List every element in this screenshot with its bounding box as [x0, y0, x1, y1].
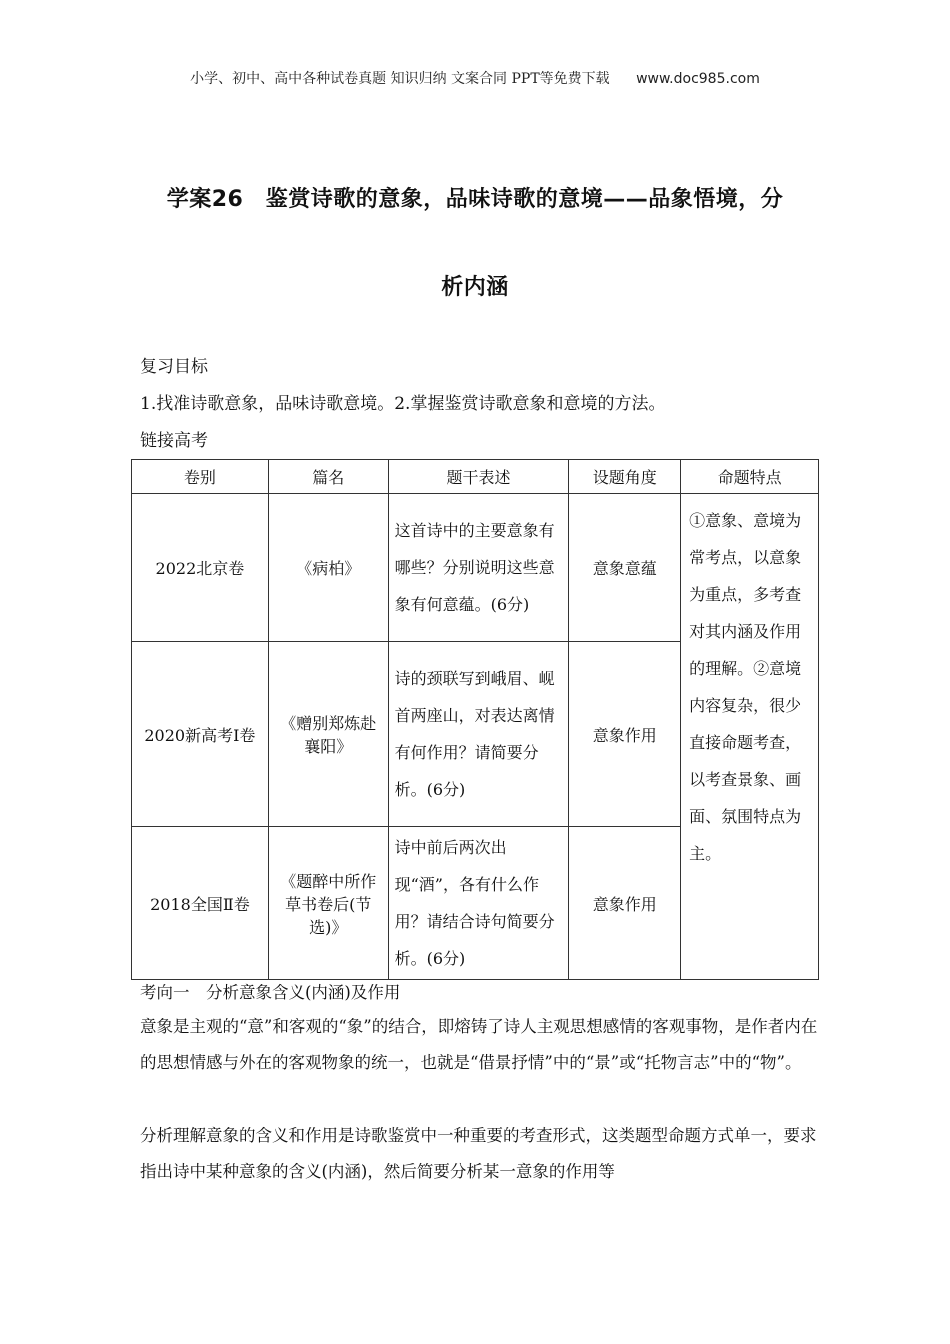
- review-goals: 1.找准诗歌意象，品味诗歌意境。2.掌握鉴赏诗歌意象和意境的方法。: [140, 394, 666, 414]
- cell-stem: 这首诗中的主要意象有哪些？分别说明这些意象有何意蕴。(6分): [388, 494, 569, 642]
- table-row: [132, 494, 819, 642]
- col-header: 题干表述: [388, 460, 569, 494]
- cell-paper: 2018全国Ⅱ卷: [132, 827, 269, 980]
- cell-angle: 意象作用: [569, 827, 681, 980]
- cell-angle: 意象意蕴: [569, 494, 681, 642]
- title-line-2: 析内涵: [441, 275, 509, 300]
- col-header: 设题角度: [569, 460, 681, 494]
- cell-poem: 《题醉中所作草书卷后(节选)》: [268, 827, 388, 980]
- cell-stem: 诗中前后两次出现“酒”，各有什么作用？请结合诗句简要分析。(6分): [388, 827, 569, 980]
- exam-table: [131, 459, 819, 980]
- col-header: 命题特点: [681, 460, 819, 494]
- cell-stem: 诗的颈联写到峨眉、岘首两座山，对表达离情有何作用？请简要分析。(6分): [388, 642, 569, 827]
- cell-features: ①意象、意境为常考点，以意象为重点，多考查对其内涵及作用的理解。②意境内容复杂，很少直接命题考查，以考查景象、画面、氛围特点为主。: [681, 494, 819, 980]
- section-heading: 考向一 分析意象含义(内涵)及作用: [140, 983, 401, 1002]
- header-text: 小学、初中、高中各种试卷真题 知识归纳 文案合同 PPT等免费下载: [190, 71, 610, 87]
- section-paragraph-1: 意象是主观的“意”和客观的“象”的结合，即熔铸了诗人主观思想感情的客观事物，是作者内在的思想情感与外在的客观物象的统一，也就是“借景抒情”中的“景”或“托物言志”中的“物”。: [140, 1017, 818, 1072]
- link-heading: 链接高考: [140, 431, 208, 451]
- cell-angle: 意象作用: [569, 642, 681, 827]
- review-heading: 复习目标: [140, 357, 208, 377]
- col-header: 篇名: [268, 460, 388, 494]
- col-header: 卷别: [132, 460, 269, 494]
- title-line-1: 学案26 鉴赏诗歌的意象，品味诗歌的意境——品象悟境，分: [166, 187, 784, 212]
- cell-paper: 2020新高考Ⅰ卷: [132, 642, 269, 827]
- cell-poem: 《赠别郑炼赴襄阳》: [268, 642, 388, 827]
- header-site[interactable]: www.doc985.com: [636, 71, 760, 87]
- section-paragraph-2: 分析理解意象的含义和作用是诗歌鉴赏中一种重要的考查形式，这类题型命题方式单一，要求指出诗中某种意象的含义(内涵)，然后简要分析某一意象的作用等: [140, 1126, 817, 1181]
- page-header: [0, 68, 950, 88]
- cell-poem: 《病柏》: [268, 494, 388, 642]
- table-header-row: [132, 460, 819, 494]
- cell-paper: 2022北京卷: [132, 494, 269, 642]
